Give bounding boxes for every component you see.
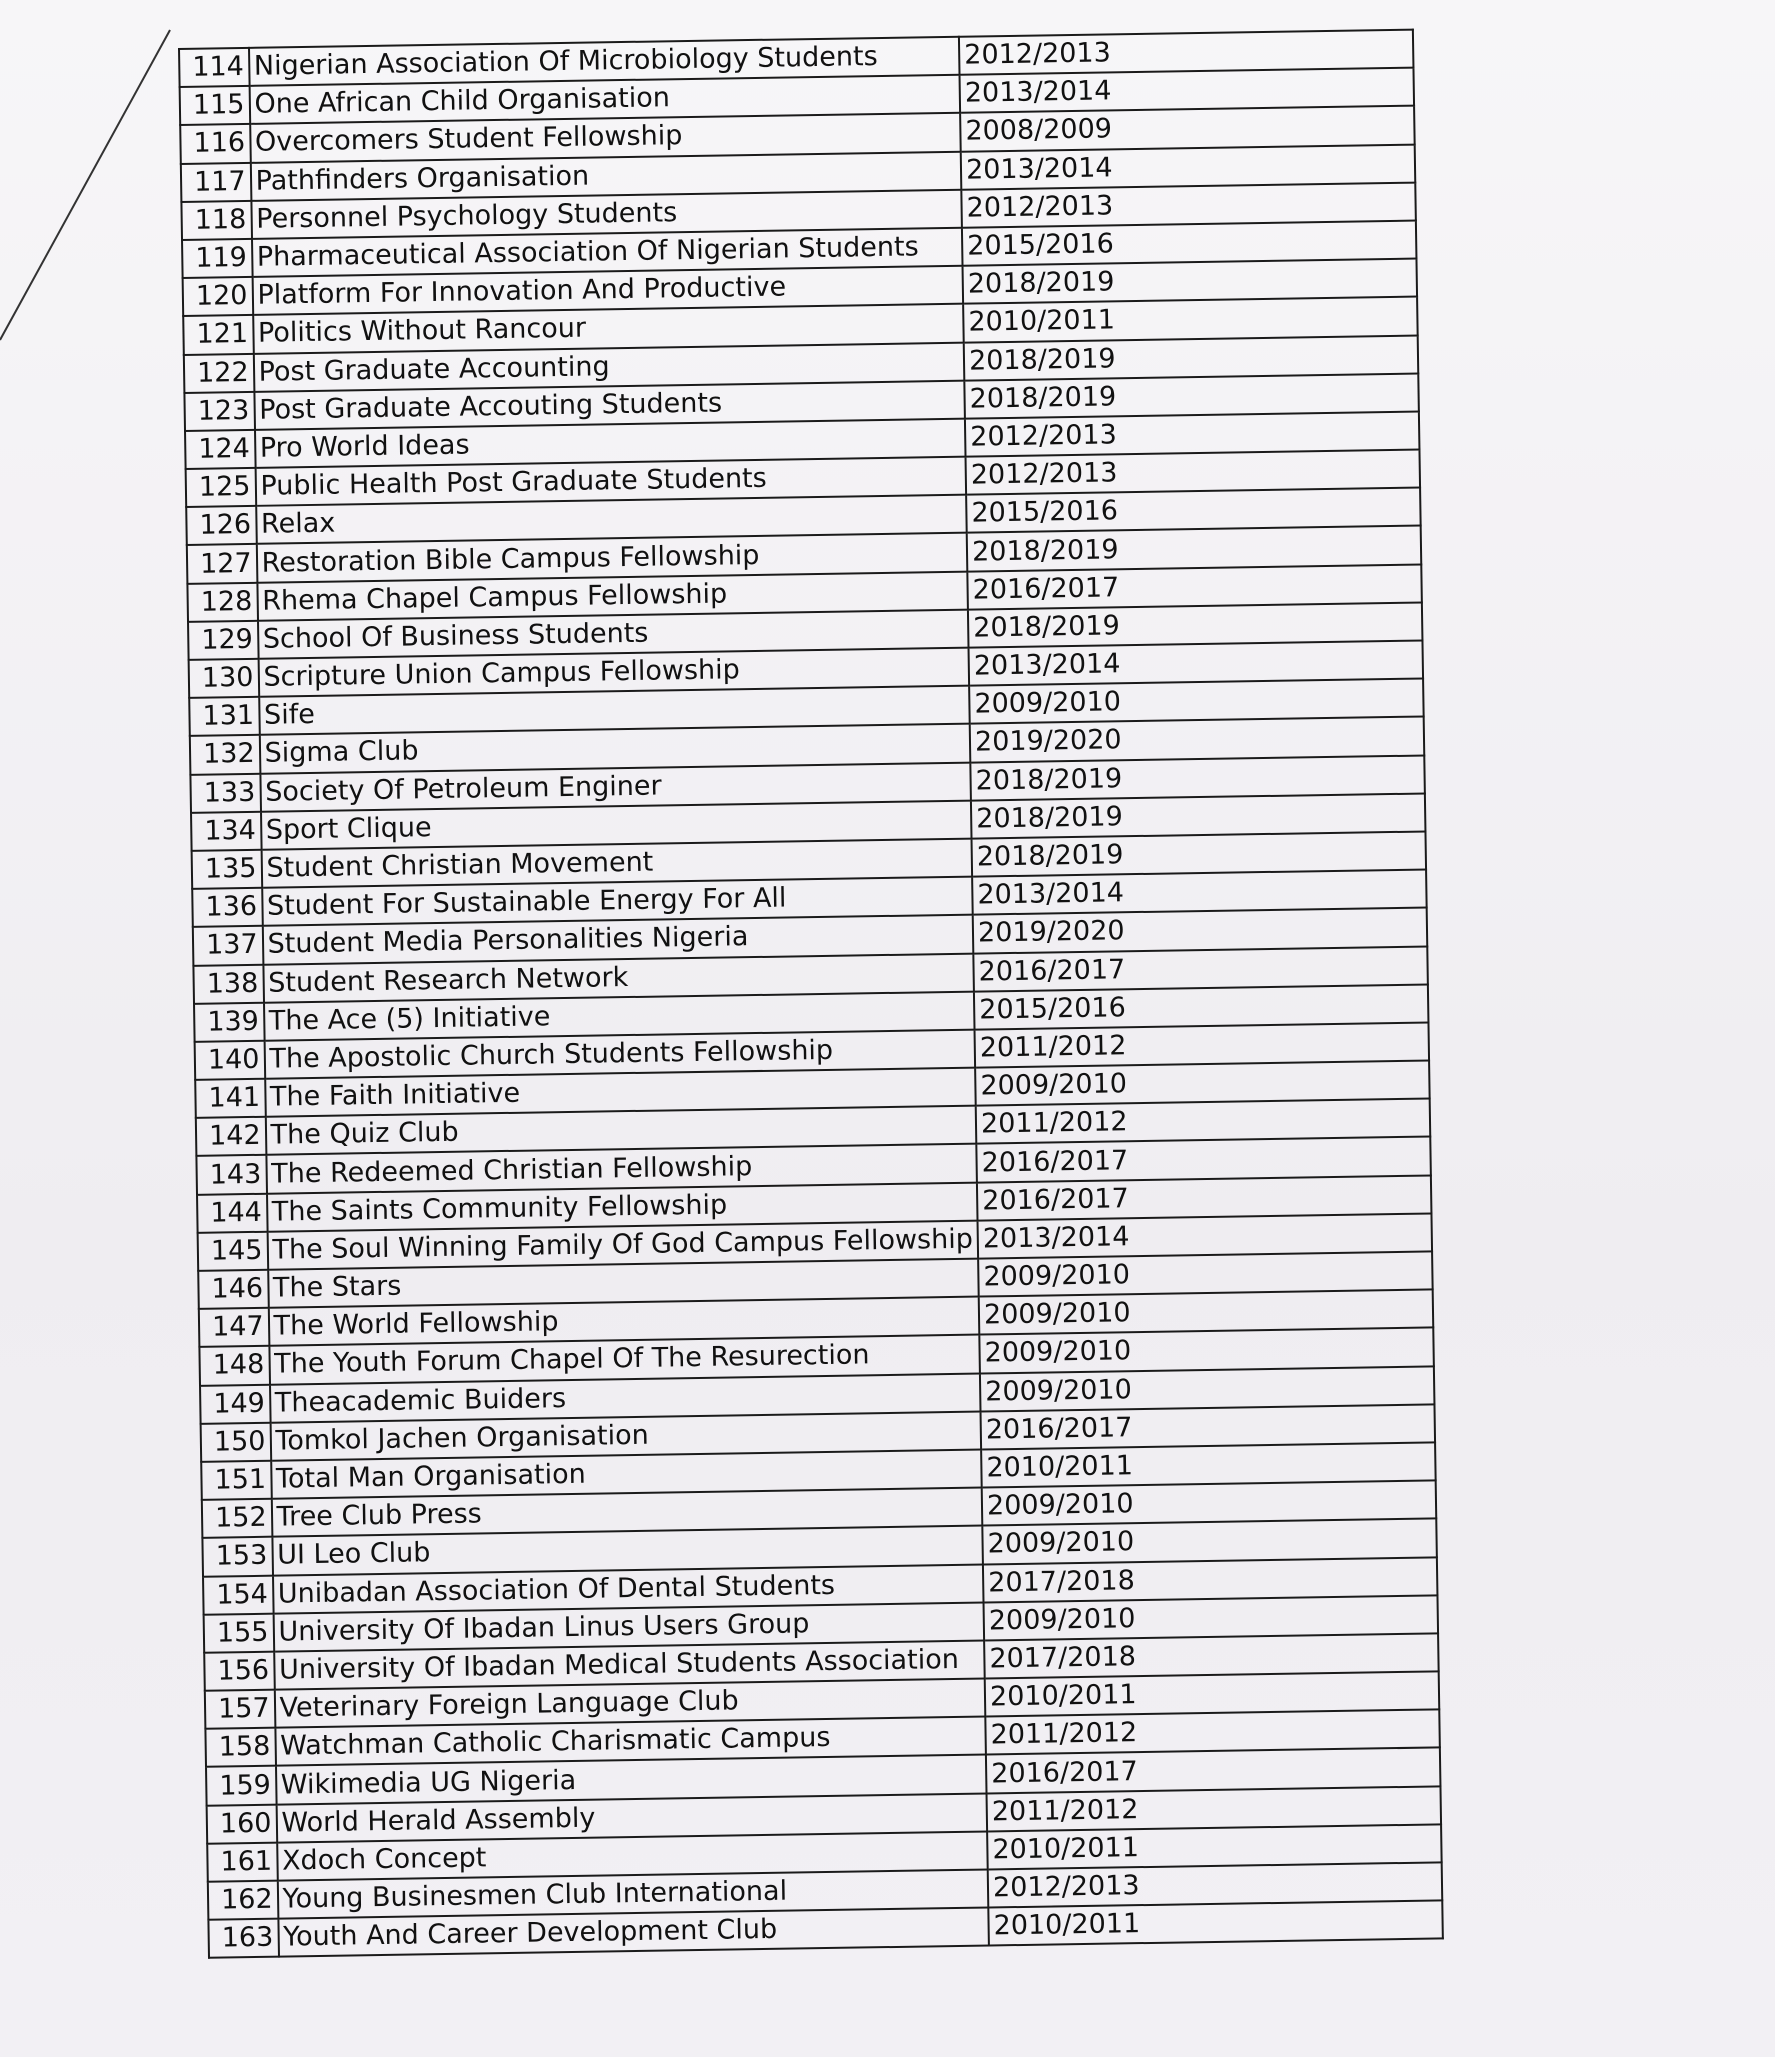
registration-year: 2016/2017 [977, 1175, 1431, 1220]
row-number: 160 [207, 1804, 277, 1843]
row-number: 129 [188, 621, 258, 660]
registration-year: 2015/2016 [966, 488, 1420, 533]
registration-year: 2018/2019 [963, 259, 1417, 304]
organisation-name: The Youth Forum Chapel Of The Resurection [269, 1335, 980, 1384]
registration-year: 2013/2014 [972, 870, 1426, 915]
organisation-name: University Of Ibadan Medical Students Association [274, 1640, 985, 1689]
row-number: 154 [203, 1575, 273, 1614]
organisation-name: Rhema Chapel Campus Fellowship [257, 571, 968, 620]
registration-year: 2010/2011 [988, 1901, 1442, 1946]
registration-year: 2013/2014 [961, 144, 1415, 189]
registration-year: 2018/2019 [964, 373, 1418, 418]
row-number: 162 [208, 1881, 278, 1920]
registration-year: 2012/2013 [988, 1862, 1442, 1907]
registration-year: 2012/2013 [961, 182, 1415, 227]
registration-year: 2009/2010 [982, 1481, 1436, 1526]
registration-year: 2015/2016 [962, 221, 1416, 266]
registration-year: 2009/2010 [984, 1595, 1438, 1640]
registration-year: 2012/2013 [959, 30, 1413, 75]
registration-year: 2012/2013 [965, 411, 1419, 456]
registration-year: 2016/2017 [976, 1137, 1430, 1182]
registration-year: 2019/2020 [973, 908, 1427, 953]
organisation-name: The Ace (5) Initiative [264, 991, 975, 1040]
row-number: 163 [208, 1919, 278, 1958]
organisation-name: Overcomers Student Fellowship [250, 113, 961, 162]
organisation-name: Unibadan Association Of Dental Students [273, 1564, 984, 1613]
row-number: 156 [204, 1652, 274, 1691]
organisation-name: The Soul Winning Family Of God Campus Fellowship [267, 1220, 978, 1269]
registration-year: 2009/2010 [978, 1251, 1432, 1296]
row-number: 139 [194, 1002, 264, 1041]
registration-year: 2016/2017 [973, 946, 1427, 991]
organisation-name: Nigerian Association Of Microbiology Students [249, 37, 960, 86]
organisation-table-body [179, 30, 1443, 1959]
organisation-name: University Of Ibadan Linus Users Group [273, 1602, 984, 1651]
row-number: 159 [206, 1766, 276, 1805]
organisation-name: Xdoch Concept [277, 1831, 988, 1880]
registration-year: 2010/2011 [987, 1824, 1441, 1869]
organisation-name: Young Businesmen Club International [277, 1870, 988, 1919]
organisation-name: Wikimedia UG Nigeria [276, 1755, 987, 1804]
row-number: 117 [181, 162, 251, 201]
registration-year: 2015/2016 [974, 984, 1428, 1029]
row-number: 130 [189, 659, 259, 698]
organisation-name: Politics Without Rancour [253, 304, 964, 353]
registration-year: 2013/2014 [960, 68, 1414, 113]
row-number: 148 [199, 1346, 269, 1385]
registration-year: 2011/2012 [976, 1099, 1430, 1144]
organisation-name: Sife [259, 686, 970, 735]
row-number: 152 [202, 1499, 272, 1538]
registration-year: 2013/2014 [969, 641, 1423, 686]
row-number: 144 [197, 1193, 267, 1232]
row-number: 136 [192, 888, 262, 927]
row-number: 147 [199, 1308, 269, 1347]
organisation-name: Relax [256, 495, 967, 544]
row-number: 140 [195, 1041, 265, 1080]
organisation-name: Watchman Catholic Charismatic Campus [275, 1717, 986, 1766]
organisation-name: World Herald Assembly [276, 1793, 987, 1842]
row-number: 143 [196, 1155, 266, 1194]
organisation-name: Veterinary Foreign Language Club [274, 1679, 985, 1728]
row-number: 145 [198, 1232, 268, 1271]
organisation-name: Scripture Union Campus Fellowship [258, 648, 969, 697]
row-number: 142 [196, 1117, 266, 1156]
row-number: 141 [195, 1079, 265, 1118]
registration-year: 2018/2019 [970, 755, 1424, 800]
paper-fold-line [0, 0, 200, 360]
organisation-name: The Faith Initiative [265, 1068, 976, 1117]
organisation-name: Student For Sustainable Energy For All [262, 877, 973, 926]
organisation-name: Pathfinders Organisation [250, 151, 961, 200]
registration-year: 2017/2018 [984, 1633, 1438, 1678]
registration-year: 2011/2012 [985, 1710, 1439, 1755]
organisation-name: Student Research Network [263, 953, 974, 1002]
row-number: 124 [185, 430, 255, 469]
registration-year: 2009/2010 [980, 1366, 1434, 1411]
row-number: 151 [201, 1461, 271, 1500]
row-number: 116 [180, 124, 250, 163]
registration-year: 2010/2011 [981, 1442, 1435, 1487]
registration-year: 2009/2010 [975, 1061, 1429, 1106]
row-number: 133 [190, 773, 260, 812]
row-number: 125 [186, 468, 256, 507]
row-number: 132 [190, 735, 260, 774]
row-number: 138 [193, 964, 263, 1003]
organisation-name: Personnel Psychology Students [251, 189, 962, 238]
organisation-name: One African Child Organisation [249, 75, 960, 124]
registration-year: 2010/2011 [985, 1671, 1439, 1716]
organisation-name: Tree Club Press [271, 1488, 982, 1537]
row-number: 150 [201, 1422, 271, 1461]
registration-year: 2009/2010 [982, 1519, 1436, 1564]
row-number: 127 [187, 544, 257, 583]
registration-year: 2016/2017 [981, 1404, 1435, 1449]
organisation-name: Total Man Organisation [271, 1449, 982, 1498]
row-number: 114 [179, 48, 249, 87]
row-number: 135 [192, 850, 262, 889]
registration-year: 2012/2013 [966, 450, 1420, 495]
row-number: 131 [189, 697, 259, 736]
row-number: 137 [193, 926, 263, 965]
registration-year: 2019/2020 [970, 717, 1424, 762]
registration-year: 2018/2019 [968, 602, 1422, 647]
organisation-name: Theacademic Buiders [270, 1373, 981, 1422]
registration-year: 2018/2019 [971, 793, 1425, 838]
organisation-name: Post Graduate Accounting [253, 342, 964, 391]
organisation-name: Student Media Personalities Nigeria [262, 915, 973, 964]
organisation-name: Sigma Club [259, 724, 970, 773]
registration-year: 2009/2010 [979, 1328, 1433, 1373]
organisation-name: The Stars [268, 1259, 979, 1308]
organisation-name: Sport Clique [261, 800, 972, 849]
registration-year: 2011/2012 [987, 1786, 1441, 1831]
organisation-name: School Of Business Students [258, 609, 969, 658]
row-number: 126 [186, 506, 256, 545]
organisation-name: Youth And Career Development Club [278, 1908, 989, 1957]
organisation-name: The Quiz Club [265, 1106, 976, 1155]
row-number: 121 [183, 315, 253, 354]
row-number: 115 [180, 86, 250, 125]
row-number: 155 [204, 1613, 274, 1652]
organisation-table [178, 29, 1444, 1960]
organisation-name: The Redeemed Christian Fellowship [266, 1144, 977, 1193]
organisation-name: Pro World Ideas [255, 419, 966, 468]
organisation-name: Platform For Innovation And Productive [252, 266, 963, 315]
row-number: 122 [184, 353, 254, 392]
row-number: 134 [191, 812, 261, 851]
row-number: 158 [205, 1728, 275, 1767]
row-number: 157 [205, 1690, 275, 1729]
registration-year: 2009/2010 [969, 679, 1423, 724]
registration-year: 2018/2019 [964, 335, 1418, 380]
row-number: 119 [182, 239, 252, 278]
row-number: 161 [207, 1842, 277, 1881]
registration-year: 2017/2018 [983, 1557, 1437, 1602]
registration-year: 2018/2019 [967, 526, 1421, 571]
registration-year: 2016/2017 [986, 1748, 1440, 1793]
organisation-name: UI Leo Club [272, 1526, 983, 1575]
registration-year: 2016/2017 [967, 564, 1421, 609]
organisation-name: The Saints Community Fellowship [267, 1182, 978, 1231]
organisation-name: Restoration Bible Campus Fellowship [256, 533, 967, 582]
row-number: 123 [184, 392, 254, 431]
registration-year: 2009/2010 [979, 1290, 1433, 1335]
organisation-name: Public Health Post Graduate Students [255, 457, 966, 506]
registration-year: 2018/2019 [972, 831, 1426, 876]
organisation-name: Pharmaceutical Association Of Nigerian Students [252, 228, 963, 277]
organisation-name: The Apostolic Church Students Fellowship [264, 1029, 975, 1078]
row-number: 149 [200, 1384, 270, 1423]
organisation-name: Society Of Petroleum Enginer [260, 762, 971, 811]
row-number: 118 [181, 201, 251, 240]
organisation-name: Tomkol Jachen Organisation [270, 1411, 981, 1460]
registration-year: 2011/2012 [975, 1022, 1429, 1067]
registration-year: 2010/2011 [963, 297, 1417, 342]
registration-year: 2008/2009 [960, 106, 1414, 151]
organisation-name: Student Christian Movement [261, 839, 972, 888]
registration-year: 2013/2014 [978, 1213, 1432, 1258]
row-number: 128 [187, 582, 257, 621]
row-number: 120 [183, 277, 253, 316]
organisation-name: The World Fellowship [268, 1297, 979, 1346]
row-number: 153 [202, 1537, 272, 1576]
organisation-name: Post Graduate Accouting Students [254, 380, 965, 429]
row-number: 146 [198, 1270, 268, 1309]
